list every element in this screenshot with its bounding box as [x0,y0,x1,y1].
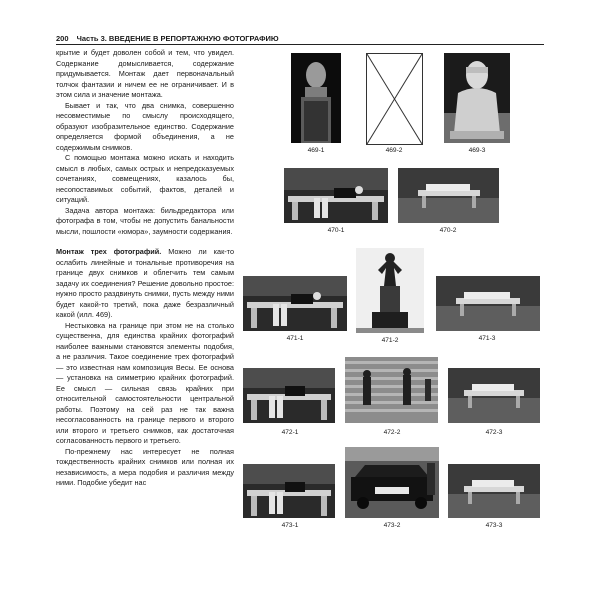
photo-472-2 [345,357,438,423]
text-column [56,48,234,489]
photo-469-3-image [444,53,510,143]
photo-469-3 [444,53,510,143]
caption-469-3: 469-3 [468,147,486,154]
photo-473-3 [448,464,540,518]
photo-470-2 [398,168,499,223]
photo-471-3 [436,276,540,331]
photo-470-2-image [398,168,499,223]
photo-471-1-image [243,276,347,331]
photo-471-2-image [356,248,424,333]
paragraph: По-прежнему нас интересует не полная тождественность крайних снимков или полная их независимость, а мера подобия и различия между ними. Подобие убедит нас [56,446,234,487]
photo-473-1 [243,464,335,518]
photo-472-2-image [345,357,438,423]
photo-472-3 [448,368,540,423]
photo-471-2 [356,248,424,333]
paragraph: крытие и будет доволен собой и тем, что увидел. Содержание домысливается, содержание придумывается. Монтаж дает первоначальный толчок фантазии и ничем ее не ограничивает. И в этом сила и значение монтажа. [56,48,234,99]
section-heading: Монтаж трех фотографий. [56,247,162,256]
paragraph-text: Можно ли как-то ослабить линейные и тональные противоречия на границе двух снимков и облегчить тем самым задачу их соединения? Решение довольно простое: нужно просто раздвинуть снимки, пусть между ними будет какой-то третий, пока даже безразличный какой (илл. 469). [56,247,235,319]
photo-473-3-image [448,464,540,518]
caption-472-2: 472-2 [383,429,401,436]
paragraph: С помощью монтажа можно искать и находить смысл в любых, самых острых и непредсказуемых сочетаниях, совмещениях, казалось бы, несопоставимых событий, фактов, деталей и ситуаций. [56,153,234,204]
photo-471-3-image [436,276,540,331]
photo-470-1-image [284,168,388,223]
caption-470-2: 470-2 [439,227,457,234]
placeholder-cross [367,54,422,144]
photo-469-1-image [291,53,341,143]
paragraph: Нестыковка на границе при этом не на столько существенна, для единства крайних фотографий наиболее важными становятся элементы подобия, а не различия. Такое соединение трех фотографий — это известная нам композиция Весы. Ее основа — установка на симметрию крайних фотографий. Ее смысл — сильная связь крайних при относительной самостоятельности центральной работы. Поэтому на сей раз не так важна несогласованность на границе первого и второго или второго и третьего снимков, как достаточная согласованность первого и третьего. [56,320,234,445]
paragraph: Задача автора монтажа: бильдредактора или фотографа в том, чтобы не допустить банальности мысли, пошлости «юмора», заумности содержания. [56,205,234,236]
photo-473-2-image [345,447,439,518]
chapter-title: Часть 3. ВВЕДЕНИЕ В РЕПОРТАЖНУЮ ФОТОГРАФИЮ [76,34,279,43]
photo-472-1 [243,368,335,423]
caption-469-2: 469-2 [385,147,403,154]
caption-473-3: 473-3 [485,522,503,529]
page-header [56,34,544,45]
paragraph [56,247,234,321]
photo-472-3-image [448,368,540,423]
caption-471-2: 471-2 [381,337,399,344]
photo-471-1 [243,276,347,331]
photo-470-1 [284,168,388,223]
caption-472-3: 472-3 [485,429,503,436]
photo-469-2-placeholder [366,53,423,145]
photo-473-2 [345,447,439,518]
photo-472-1-image [243,368,335,423]
paragraph: Бывает и так, что два снимка, совершенно несовместимые по смыслу происходящего, образуют изобразительное единство. Содержание определяется формой объединения, а не содержимым снимков. [56,100,234,152]
caption-471-1: 471-1 [286,335,304,342]
caption-473-2: 473-2 [383,522,401,529]
caption-471-3: 471-3 [478,335,496,342]
caption-472-1: 472-1 [281,429,299,436]
caption-473-1: 473-1 [281,522,299,529]
caption-469-1: 469-1 [307,147,325,154]
page-number: 200 [56,34,69,43]
photo-473-1-image [243,464,335,518]
caption-470-1: 470-1 [327,227,345,234]
photo-469-1 [291,53,341,143]
